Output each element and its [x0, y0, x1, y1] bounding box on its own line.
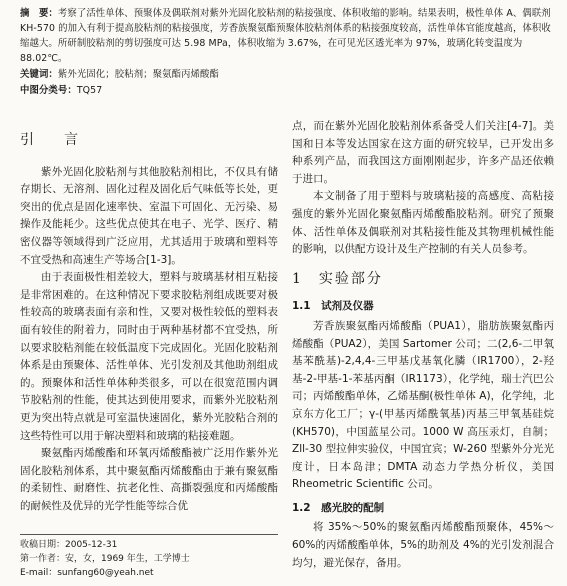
subsection-1-2-text: 将 35%～50%的聚氨酯丙烯酸酯预聚体，45%～60%的丙烯酸酯单体，5%的助剂及 4%的光引发剂混合均匀，避光保存，备用。	[292, 521, 554, 569]
footnote	[20, 534, 278, 580]
subsection-1-1-heading: 1.1 试剂及仪器	[292, 300, 374, 313]
intro-paragraph-5: 本文制备了用于塑料与玻璃粘接的高感度、高粘接强度的紫外光固化聚氨酯丙烯酸酯胶粘剂。研究了预聚体、活性单体及偶联剂对其粘接性能及其物理机械性能的影响，以供配方设计及生产控制的有关人员参考。	[292, 190, 554, 256]
classification-text: TQ57	[76, 85, 103, 96]
received-date: 收稿日期：2005-12-31	[20, 540, 118, 550]
left-column	[20, 120, 278, 515]
classification-line	[20, 83, 552, 98]
abstract-label: 摘 要：	[20, 8, 58, 19]
classification-label: 中图分类号：	[20, 85, 77, 96]
intro-paragraph-3: 聚氨酯丙烯酸酯和环氧丙烯酸酯被广泛用作紫外光固化胶粘剂体系，其中聚氨酯丙烯酸酯由于兼有聚氨酯的柔韧性、耐磨性、抗老化性、高撕裂强度和丙烯酸酯的耐候性及优异的光学性能等综合优	[20, 447, 278, 512]
section-1-heading: 1 实验部分	[292, 270, 383, 287]
subsection-1-2-heading: 1.2 感光胶的配制	[292, 501, 385, 514]
right-column	[292, 118, 554, 572]
intro-paragraph-1: 紫外光固化胶粘剂与其他胶粘剂相比，不仅具有储存期长、无溶剂、固化过程及固化后气味低等长处，更突出的优点是固化速率快、室温下可固化、无污染、易操作及能耗少。这些优点使其在电子、光学、医疗、精密仪器等领域得到广泛应用，尤其适用于玻璃和塑料等不宜受热和高速生产等场合[1-3]。	[20, 165, 278, 266]
intro-heading: 引 言	[20, 132, 86, 148]
intro-paragraph-4: 点，而在紫外光固化胶粘剂体系备受人们关注[4-7]。美国和日本等发达国家在这方面的研究较早，已开发出多种系列产品，而我国这方面刚刚起步，许多产品还依赖于进口。	[292, 120, 554, 185]
first-author: 第一作者：安，女，1969 年生，工学博士	[20, 554, 190, 564]
subsection-1-1-text: 芳香族聚氨酯丙烯酸酯（PUA1），脂肪族聚氨酯丙烯酸酯（PUA2），美国 Sartomer 公司；二(2,6-二甲氧基苯酰基)-2,4,4-三甲基戊基氧化膦（IR1700），2-羟基-2-甲基-1-苯基丙酮（IR1173），化学纯，瑞士汽巴公司；丙烯酸酯单体，乙烯基酮(极性单体 A)，化学纯，北京东方化工厂；γ-(甲基丙烯酰氧基)丙基三甲氧基硅烷(KH570)，中国蓝星公司。1000 W 高压汞灯，自制；Zll-30 型拉伸实验仪，中国宜宾；W-260 型紫外分光光度计，日本岛津；DMTA 动态力学热分析仪，美国 Rheometric Scientific 公司。	[292, 319, 554, 491]
abstract-block	[20, 6, 552, 98]
keywords-text: 紫外光固化；胶粘剂；聚氨酯丙烯酸酯	[57, 69, 219, 80]
abstract-paragraph	[20, 6, 552, 66]
author-email: E-mail：sunfang60@yeah.net	[20, 568, 154, 578]
keywords-label: 关键词：	[20, 69, 58, 80]
abstract-text: 考察了活性单体、预聚体及偶联剂对紫外光固化胶粘剂的粘接强度、体积收缩的影响。结果表明，极性单体 A、偶联剂 KH-570 的加入有利于提高胶粘剂的粘接强度，芳香族聚氨酯预聚体胶粘剂体系的粘接强度较高，活性单体官能度越高，体积收缩越大。所研制胶粘剂的剪切强度可达 5.98 MPa，体积收缩为 3.67%，在可见光区透光率为 97%，玻璃化转变温度为 88.02℃。	[20, 8, 551, 64]
keywords-line	[20, 67, 552, 82]
intro-paragraph-2: 由于表面极性相差较大，塑料与玻璃基材相互粘接是非常困难的。在这种情况下要求胶粘剂组成既要对极性较高的玻璃表面有亲和性，又要对极性较低的塑料表面有较佳的附着力，同时由于两种基材都不宜受热，所以要求胶粘剂能在较低温度下完成固化。光固化胶粘剂体系是由预聚体、活性单体、光引发剂及其他助剂组成的。预聚体和活性单体种类很多，可以在很宽范围内调节胶粘剂的性能，使其达到使用要求，而紫外光胶粘剂更为突出特点就是可室温快速固化，紫外光胶粘合剂的这些特性可以用于解决塑料和玻璃的粘接难题。	[20, 271, 278, 442]
